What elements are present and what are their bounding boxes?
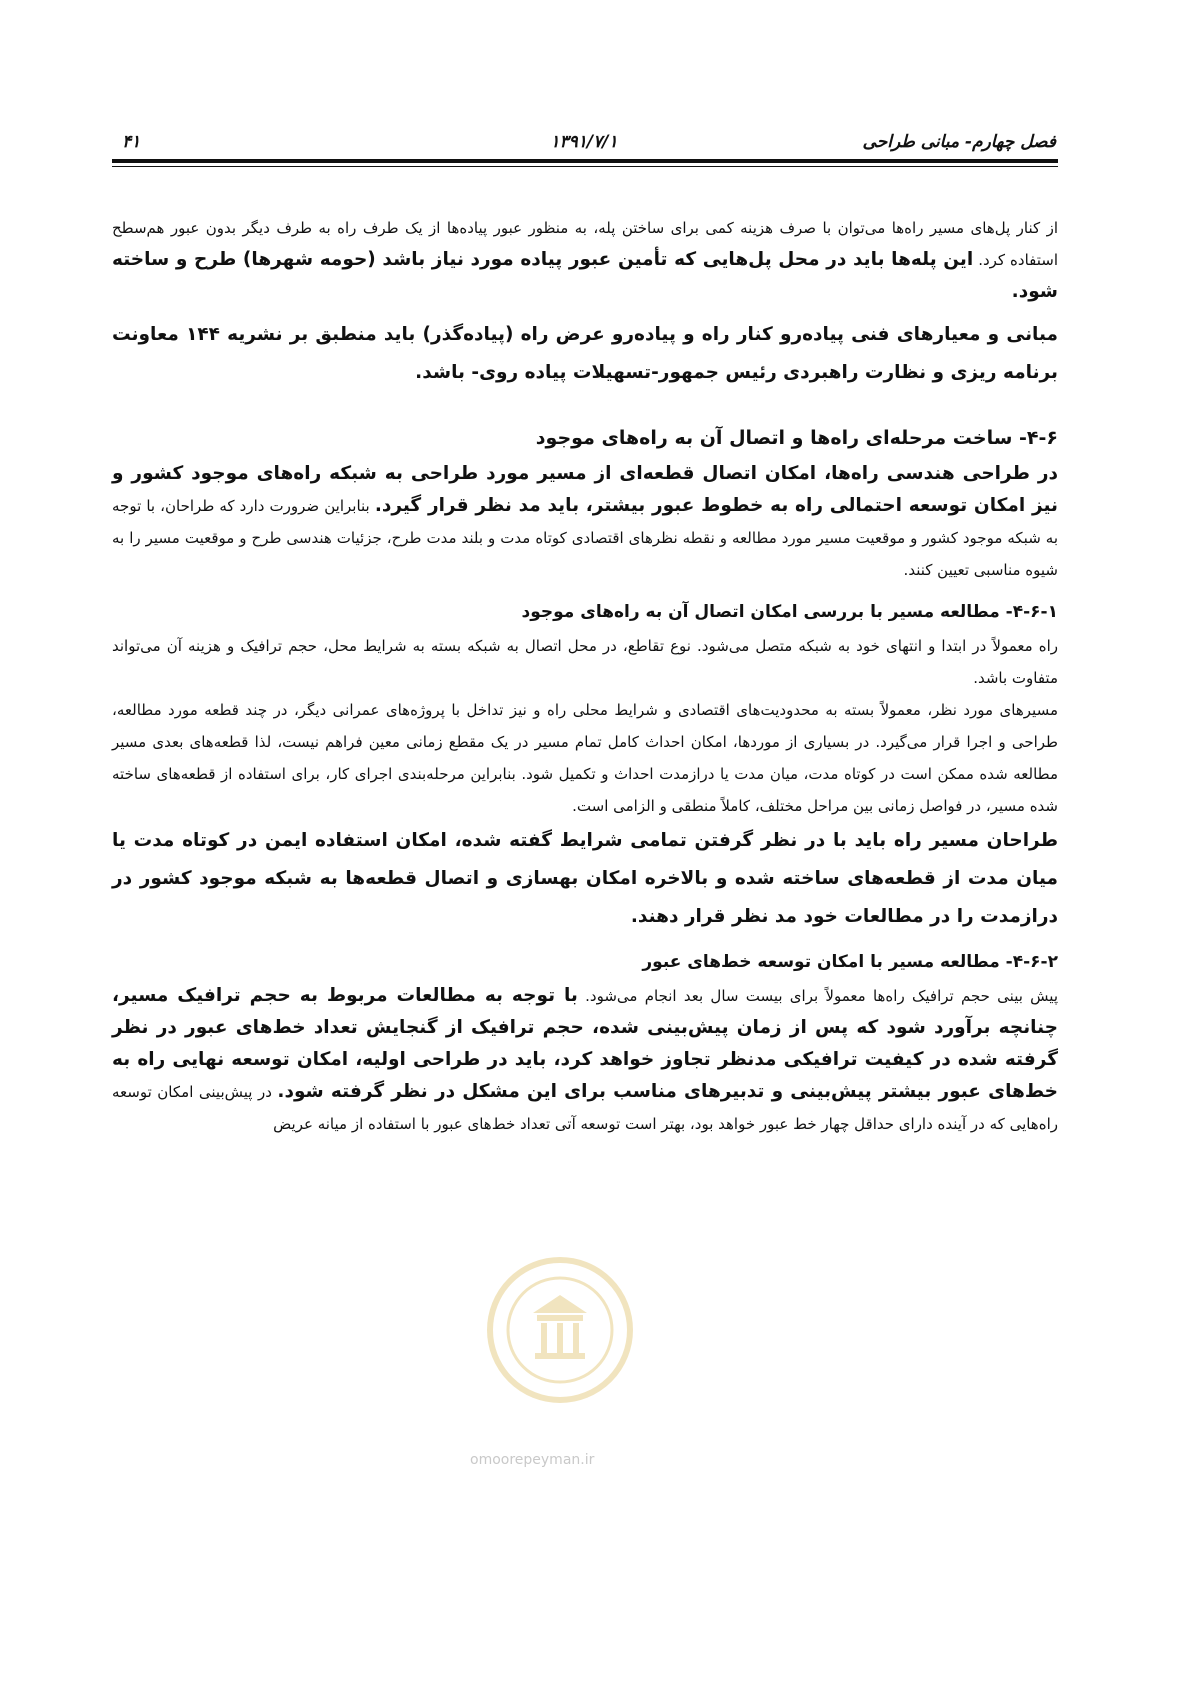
paragraph-text: از کنار پل‌های مسیر راه‌ها می‌توان با صرف هزینه کمی برای ساختن پله، به منظور عبور پیاده‌ها از یک طرف راه به طرف دیگر بدون عبور هم‌سطح استفاده کرد. [112,219,1058,269]
spacer [112,308,1058,316]
paragraph-designers: طراحان مسیر راه باید با در نظر گرفتن تمامی شرایط گفته شده، امکان استفاده ایمن در کوتاه مدت یا میان مدت از قطعه‌های ساخته شده و بالاخره امکان بهسازی و اتصال قطعه‌ها به شبکه موجود کشور در درازمدت را در مطالعات خود مد نظر قرار دهند. [112,830,1058,927]
header-date: ۱۳۹۱/۷/۱ [550,132,618,152]
header-rule-thin [112,166,1058,167]
subsection-heading-2: ۴-۶-۲- مطالعه مسیر با امکان توسعه خط‌های عبور [642,952,1058,972]
paragraph-phasing: مسیرهای مورد نظر، معمولاً بسته به محدودیت‌های اقتصادی و شرایط محلی راه و نیز تداخل با پروژه‌های عمرانی دیگر، در چند قطعه مورد مطالعه، طراحی و اجرا قرار می‌گیرد. در بسیاری از موردها، امکان احداث کامل تمام مسیر در یک مقطع زمانی معین فراهم نیست، لذا قطعه‌های بعدی مسیر مطالعه شده ممکن است در کوتاه مدت، میان مدت یا درازمدت احداث و تکمیل شود. بنابراین مرحله‌بندی اجرای کار، برای استفاده از قطعه‌های ساخته شده مسیر، در فواصل زمانی بین مراحل مختلف، کاملاً منطقی و الزامی است. [112,701,1058,815]
section-heading: ۴-۶- ساخت مرحله‌ای راه‌ها و اتصال آن به راه‌های موجود [535,427,1058,449]
header-rule-thick [112,159,1058,163]
page-header [112,128,1056,158]
paragraph-text: پیش بینی حجم ترافیک راه‌ها معمولاً برای بیست سال بعد انجام می‌شود. [577,987,1058,1005]
subsection-heading-1: ۴-۶-۱- مطالعه مسیر با بررسی امکان اتصال آن به راه‌های موجود [521,602,1058,622]
spacer [112,936,1058,944]
paragraph-emphasis: با توجه به مطالعات مربوط به حجم ترافیک مسیر، چنانچه برآورد شود که پس از زمان پیش‌بینی شده، حجم ترافیک از گنجایش تعداد خط‌های عبور در نظر گرفته شده در کیفیت ترافیکی مدنظر تجاوز خواهد کرد، باید در طراحی اولیه، امکان توسعه نهایی راه به خط‌های عبور بیشتر پیش‌بینی و تدبیرهای مناسب برای این مشکل در نظر گرفته شود. [112,985,1058,1102]
paragraph-emphasis: در طراحی هندسی راه‌ها، امکان اتصال قطعه‌ای از مسیر مورد طراحی به شبکه راه‌های موجود کشور و نیز امکان توسعه احتمالی راه به خطوط عبور بیشتر، باید مد نظر قرار گیرد. [112,463,1058,516]
watermark-logo-icon [485,1255,635,1405]
page-number: ۴۱ [122,132,141,152]
paragraph-staged-construction [112,458,1058,586]
paragraph-stairs [112,212,1058,308]
paragraph-lane-expansion [112,980,1058,1140]
paragraph-road-connection: راه معمولاً در ابتدا و انتهای خود به شبکه متصل می‌شود. نوع تقاطع، در محل اتصال به شبکه بسته به شرایط محل، حجم ترافیک و هزینه آن می‌تواند متفاوت باشد. [112,637,1058,687]
paragraph-emphasis: این پله‌ها باید در محل پل‌هایی که تأمین عبور پیاده مورد نیاز باشد (حومه شهرها) طرح و ساخته شود. [112,249,1058,302]
paragraph-standards: مبانی و معیارهای فنی پیاده‌رو کنار راه و پیاده‌رو عرض راه (پیاده‌گذر) باید منطبق بر نشریه ۱۴۴ معاونت برنامه ریزی و نظارت راهبردی رئیس جمهور-تسهیلات پیاده روی- باشد. [112,324,1058,383]
spacer [112,586,1058,594]
paragraph-text: بنابراین ضرورت دارد که طراحان، با توجه به شبکه موجود کشور و موقعیت مسیر مورد مطالعه و نقطه نظرهای اقتصادی کوتاه مدت و بلند مدت طرح، جزئیات هندسی طرح و موقعیت مسیر را به شیوه مناسبی تعیین کنند. [112,497,1058,579]
body-content [112,212,1058,1140]
spacer [112,392,1058,418]
chapter-title: فصل چهارم- مبانی طراحی [862,132,1056,152]
watermark-text: omoorepeyman.ir [470,1452,595,1468]
paragraph-text: در پیش‌بینی امکان توسعه راه‌هایی که در آینده دارای حداقل چهار خط عبور خواهد بود، بهتر است توسعه آتی تعداد خط‌های عبور با استفاده از میانه عریض [112,1083,1058,1133]
